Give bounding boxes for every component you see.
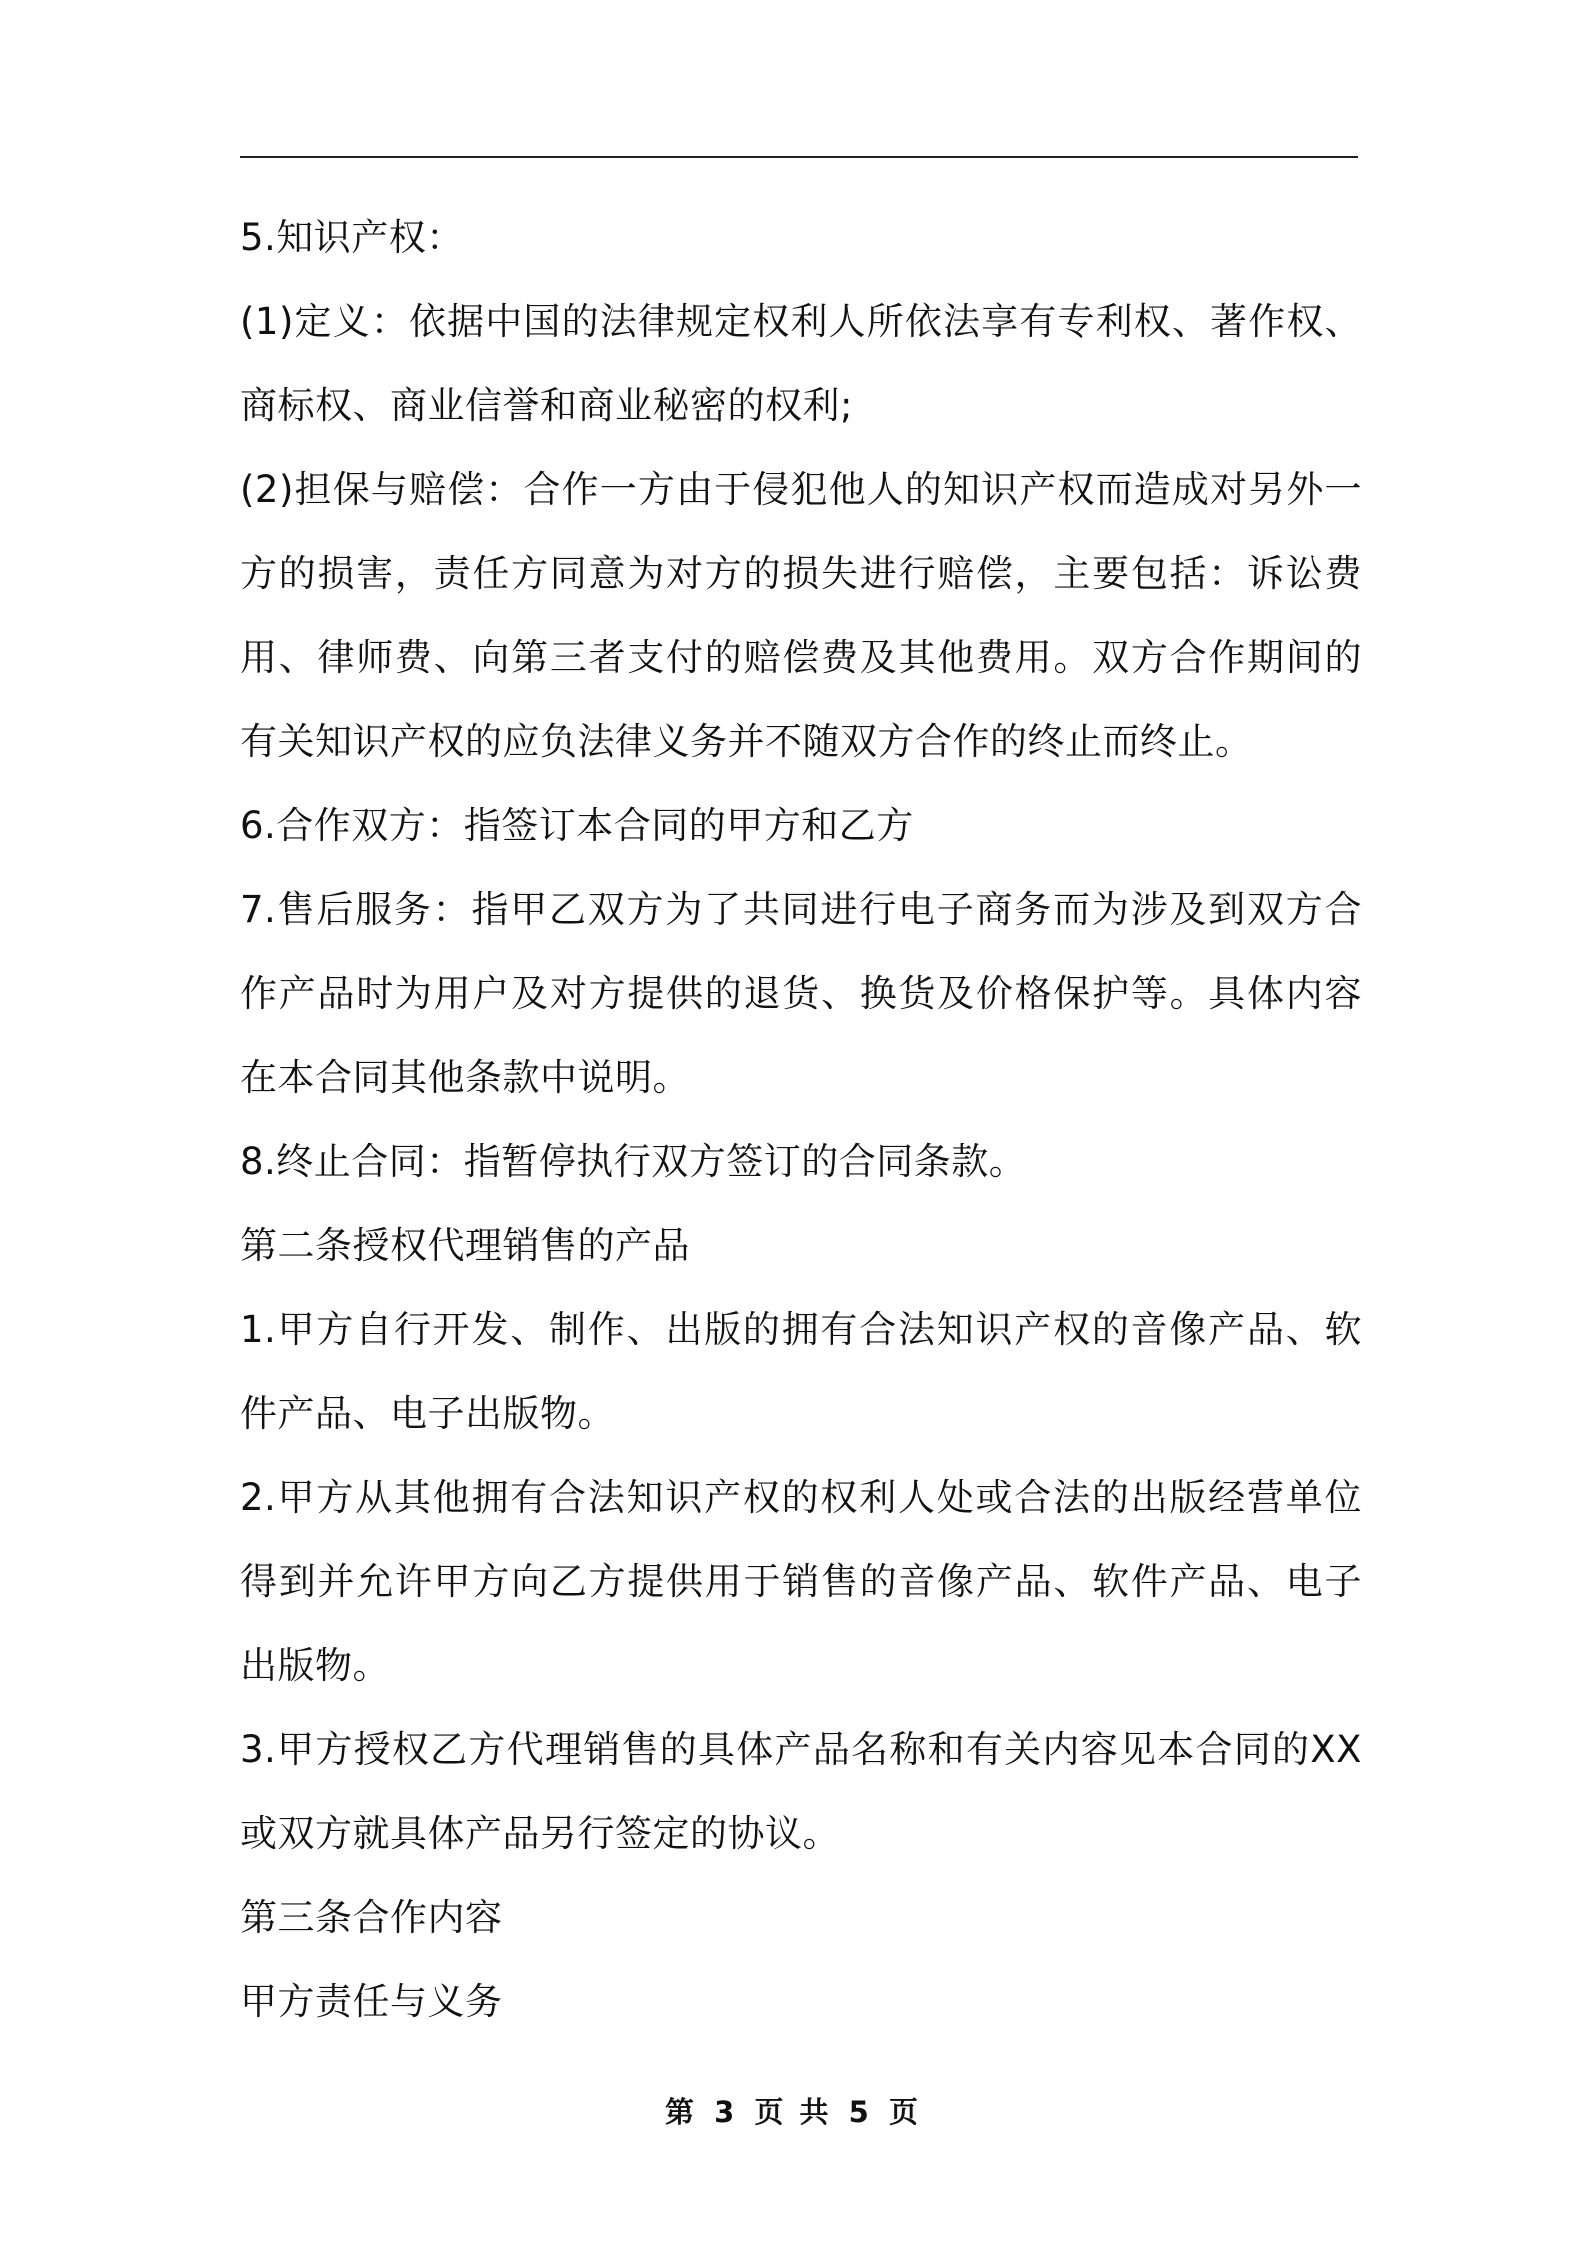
article-two-item-2: 2.甲方从其他拥有合法知识产权的权利人处或合法的出版经营单位得到并允许甲方向乙方提供用于销售的音像产品、软件产品、电子出版物。 [240, 1476, 1362, 1687]
article-two-heading: 第二条授权代理销售的产品 [240, 1224, 690, 1267]
footer-total-pages: 5 [848, 2095, 872, 2129]
footer-middle: 页 共 [754, 2095, 832, 2129]
article-two-item-1: 1.甲方自行开发、制作、出版的拥有合法知识产权的音像产品、软件产品、电子出版物。 [240, 1308, 1362, 1435]
page-number-footer [0, 2090, 1586, 2131]
footer-suffix: 页 [888, 2095, 921, 2129]
document-body [240, 196, 1362, 2044]
clause-ip-definition: (1)定义：依据中国的法律规定权利人所依法享有专利权、著作权、商标权、商业信誉和商业秘密的权利; [240, 300, 1362, 427]
footer-prefix: 第 [665, 2095, 698, 2129]
clause-intellectual-property: 5.知识产权： [240, 216, 464, 259]
clause-ip-guarantee: (2)担保与赔偿：合作一方由于侵犯他人的知识产权而造成对另外一方的损害，责任方同意为对方的损失进行赔偿，主要包括：诉讼费用、律师费、向第三者支付的赔偿费及其他费用。双方合作期间的有关知识产权的应负法律义务并不随双方合作的终止而终止。 [240, 468, 1362, 763]
party-a-duties-heading: 甲方责任与义务 [240, 1980, 503, 2023]
clause-parties: 6.合作双方：指签订本合同的甲方和乙方 [240, 804, 914, 847]
article-three-heading: 第三条合作内容 [240, 1896, 503, 1939]
footer-current-page: 3 [714, 2095, 738, 2129]
header-rule [240, 156, 1358, 158]
clause-after-sales: 7.售后服务：指甲乙双方为了共同进行电子商务而为涉及到双方合作产品时为用户及对方提供的退货、换货及价格保护等。具体内容在本合同其他条款中说明。 [240, 888, 1362, 1099]
clause-termination: 8.终止合同：指暂停执行双方签订的合同条款。 [240, 1140, 1027, 1183]
article-two-item-3: 3.甲方授权乙方代理销售的具体产品名称和有关内容见本合同的XX或双方就具体产品另行签定的协议。 [240, 1728, 1362, 1855]
